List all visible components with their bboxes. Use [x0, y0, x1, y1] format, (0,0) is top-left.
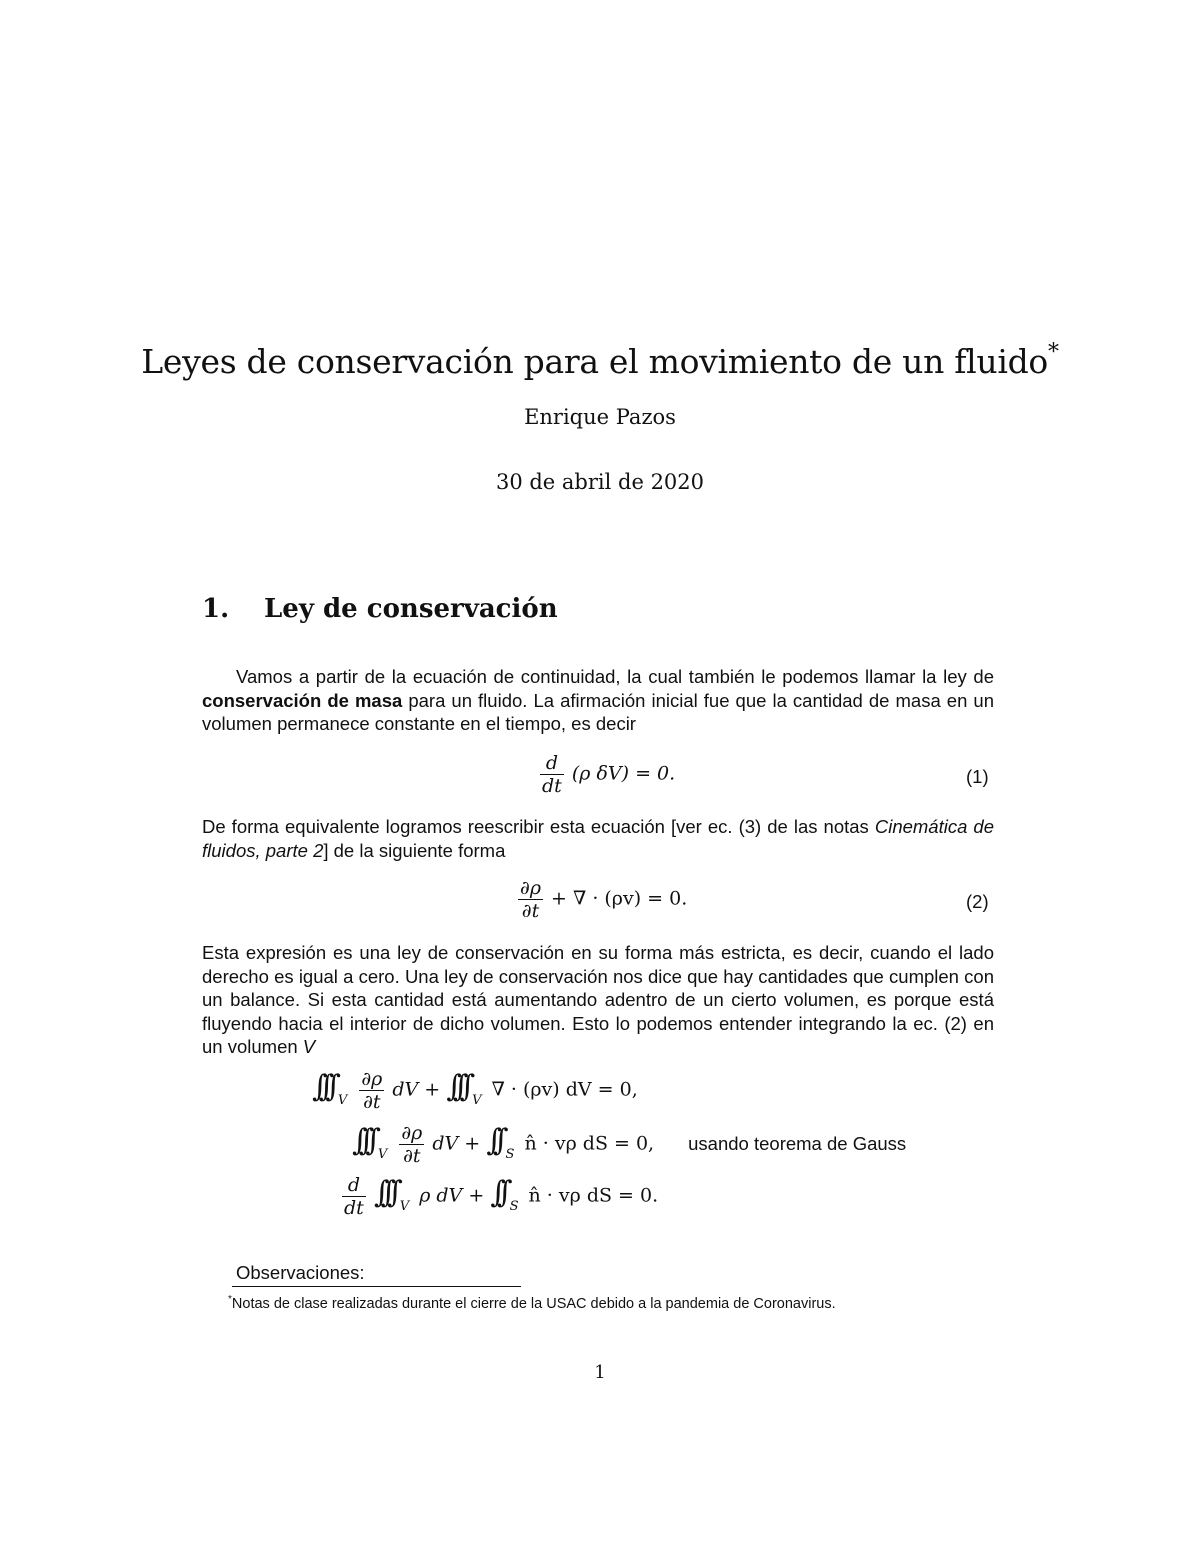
l1-part-a: dV +: [392, 1078, 441, 1101]
integral-sub-v: V: [337, 1092, 348, 1108]
equation-1: [538, 752, 675, 797]
frac-num: ∂ρ: [401, 1122, 423, 1144]
p2-italic-ref: Cinemática de fluidos, parte 2: [202, 816, 994, 861]
paragraph-1: [202, 665, 994, 736]
p1-text-c: para un fluido. La afirmación inicial fue que la cantidad de masa en un volumen permanece constante en el tiempo, es decir: [202, 689, 995, 734]
footnote: [228, 1294, 836, 1312]
l3-part-a: ρ dV +: [419, 1184, 485, 1207]
triple-integral-icon: ∫∫∫: [312, 1068, 332, 1104]
author: Enrique Pazos: [524, 405, 676, 429]
eq1-body: (ρ δV) = 0.: [571, 762, 676, 785]
paragraph-2: [202, 815, 994, 862]
l3-part-b: n̂ · vρ dS = 0.: [528, 1184, 659, 1207]
equation-array-line-3: [340, 1174, 658, 1219]
gauss-note: usando teorema de Gauss: [688, 1132, 907, 1154]
footnote-mark: *: [228, 1294, 232, 1305]
eq1-numerator: d: [540, 752, 564, 775]
paragraph-3: [202, 941, 994, 1059]
equation-array-line-1: [312, 1068, 638, 1113]
title-footnote-mark: *: [1048, 340, 1059, 366]
integral-sub-s: S: [509, 1198, 519, 1214]
equation-2-number: (2): [966, 891, 989, 912]
title-text: Leyes de conservación para el movimiento de un fluido: [141, 342, 1048, 382]
eq1-denominator: dt: [542, 775, 562, 797]
frac-den: ∂t: [363, 1091, 381, 1113]
p3-text: Esta expresión es una ley de conservación en su forma más estricta, es decir, cuando el lado derecho es igual a cero. Una ley de conservación nos dice que hay cantidades que cumplen con un balance. Si esta cantidad está aumentando adentro de un cierto volumen, es porque está fluyendo hacia el interior de dicho volumen. Esto lo podemos entender integrando la ec. (2) en un volumen: [202, 942, 994, 1057]
footnote-text: Notas de clase realizadas durante el cierre de la USAC debido a la pandemia de Coronavirus.: [231, 1295, 836, 1312]
section-title: Ley de conservación: [264, 594, 558, 624]
p1-text-a: Vamos a partir de la ecuación de continuidad, la cual también le podemos llamar la ley de: [236, 666, 994, 687]
l2-part-a: dV +: [432, 1132, 481, 1155]
double-integral-icon: ∫∫: [490, 1174, 504, 1210]
frac-den: ∂t: [403, 1145, 421, 1167]
triple-integral-icon: ∫∫∫: [373, 1174, 394, 1210]
section-number: 1.: [202, 594, 230, 624]
page-number: 1: [594, 1362, 606, 1383]
eq2-numerator: ∂ρ: [520, 877, 541, 899]
eq2-denominator: ∂t: [521, 900, 540, 922]
observations-label: Observaciones:: [236, 1262, 365, 1283]
equation-array-line-2: [352, 1122, 906, 1167]
triple-integral-icon: ∫∫∫: [352, 1122, 372, 1158]
frac-num: d: [342, 1174, 366, 1197]
p2-text-c: ] de la siguiente forma: [323, 839, 506, 861]
integral-sub-v: V: [472, 1092, 482, 1108]
triple-integral-icon: ∫∫∫: [446, 1068, 467, 1104]
double-integral-icon: ∫∫: [486, 1122, 500, 1158]
l2-part-b: n̂ · vρ dS = 0,: [524, 1132, 655, 1155]
equation-1-number: (1): [966, 766, 989, 787]
frac-den: dt: [344, 1197, 364, 1219]
section-heading: [202, 594, 558, 624]
integral-sub-v: V: [377, 1146, 388, 1162]
paper-title: [0, 340, 1200, 381]
integral-sub-s: S: [505, 1146, 515, 1162]
p3-variable: V: [302, 1036, 316, 1057]
p1-bold-term: conservación de masa: [202, 689, 403, 711]
frac-num: ∂ρ: [361, 1068, 383, 1090]
date: 30 de abril de 2020: [495, 470, 705, 494]
integral-sub-v: V: [399, 1198, 410, 1214]
equation-2: [516, 877, 687, 922]
eq2-body: + ∇ · (ρv) = 0.: [551, 887, 688, 910]
l1-part-b: ∇ · (ρv) dV = 0,: [491, 1078, 638, 1101]
p2-text-a: De forma equivalente logramos reescribir esta ecuación [ver ec. (3) de las notas: [202, 816, 869, 837]
footnote-rule: [232, 1286, 521, 1287]
